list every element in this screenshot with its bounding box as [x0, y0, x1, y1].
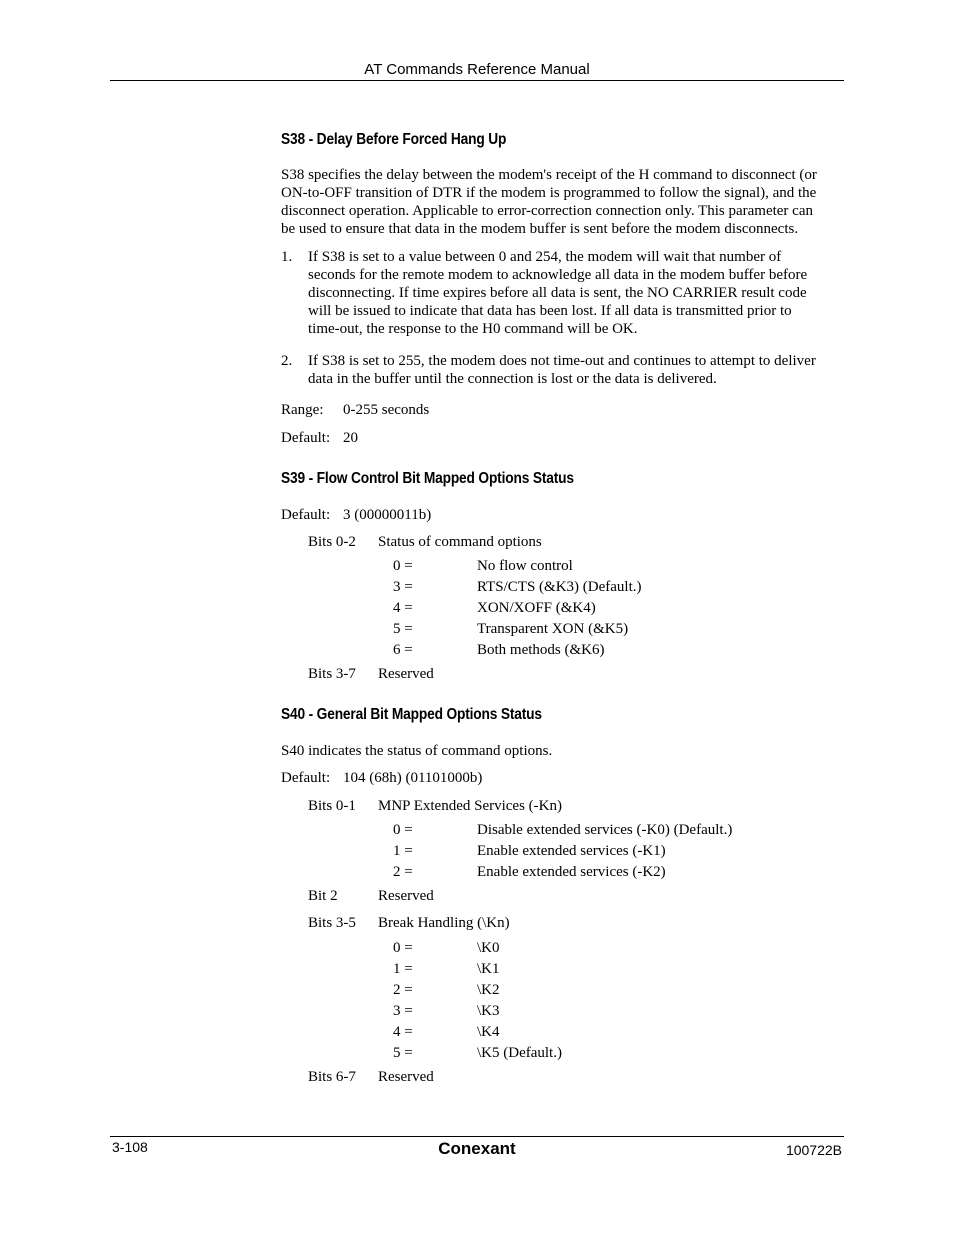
default-label: Default: [281, 507, 331, 523]
option-key: 0 = [393, 558, 413, 574]
range-value: 0-255 seconds [343, 402, 430, 418]
bits-description: Reserved [378, 888, 434, 904]
list-number: 2. [281, 353, 293, 369]
option-value: \K0 [477, 940, 500, 956]
list-item-line: will be issued to indicate that data has been lost. If all data is transmitted prior to [308, 303, 792, 319]
s40-intro: S40 indicates the status of command options. [281, 743, 553, 759]
bits-label: Bits 3-5 [308, 915, 356, 931]
option-value: \K1 [477, 961, 500, 977]
page-number: 3-108 [112, 1139, 148, 1155]
option-value: \K2 [477, 982, 500, 998]
bits-label: Bit 2 [308, 888, 338, 904]
bits-description: MNP Extended Services (-Kn) [378, 798, 562, 814]
bits-label: Bits 6-7 [308, 1069, 356, 1085]
option-key: 4 = [393, 1024, 413, 1040]
default-label: Default: [281, 430, 331, 446]
option-key: 3 = [393, 579, 413, 595]
s38-intro-line: ON-to-OFF transition of DTR if the modem is programmed to follow the signal), and the [281, 185, 817, 201]
option-key: 1 = [393, 843, 413, 859]
option-key: 3 = [393, 1003, 413, 1019]
bits-description: Reserved [378, 1069, 434, 1085]
bits-description: Break Handling (\Kn) [378, 915, 510, 931]
option-key: 1 = [393, 961, 413, 977]
section-heading-s39: S39 - Flow Control Bit Mapped Options Status [281, 470, 574, 487]
option-value: Enable extended services (-K2) [477, 864, 666, 880]
s38-list-item-1 [308, 248, 807, 338]
option-value: \K5 (Default.) [477, 1045, 562, 1061]
header-rule [110, 80, 844, 81]
option-value: No flow control [477, 558, 573, 574]
option-key: 0 = [393, 940, 413, 956]
option-key: 5 = [393, 1045, 413, 1061]
running-header: AT Commands Reference Manual [364, 61, 590, 78]
list-item-line: data in the buffer until the connection is lost or the data is delivered. [308, 371, 717, 387]
bits-label: Bits 0-1 [308, 798, 356, 814]
bits-label: Bits 3-7 [308, 666, 356, 682]
s38-intro-line: S38 specifies the delay between the modem's receipt of the H command to disconnect (or [281, 167, 817, 183]
option-value: RTS/CTS (&K3) (Default.) [477, 579, 642, 595]
option-value: \K4 [477, 1024, 500, 1040]
s38-list-item-2 [308, 352, 816, 388]
footer-company: Conexant [438, 1139, 516, 1158]
option-key: 2 = [393, 864, 413, 880]
option-key: 6 = [393, 642, 413, 658]
document-number: 100722B [785, 1142, 842, 1158]
bits-description: Reserved [378, 666, 434, 682]
option-value: Both methods (&K6) [477, 642, 605, 658]
option-key: 5 = [393, 621, 413, 637]
option-key: 2 = [393, 982, 413, 998]
section-heading-s40: S40 - General Bit Mapped Options Status [281, 706, 542, 723]
default-label: Default: [281, 770, 331, 786]
option-value: Disable extended services (-K0) (Default.) [477, 822, 733, 838]
default-value: 104 (68h) (01101000b) [343, 770, 483, 786]
list-item-line: time-out, the response to the H0 command will be OK. [308, 321, 638, 337]
list-item-line: seconds for the remote modem to acknowledge all data in the modem buffer before [308, 267, 808, 283]
option-value: Transparent XON (&K5) [477, 621, 629, 637]
section-heading-s38: S38 - Delay Before Forced Hang Up [281, 131, 507, 148]
list-item-line: disconnecting. If time expires before all data is sent, the NO CARRIER result code [308, 285, 807, 301]
s38-intro-line: disconnect operation. Applicable to error-correction connection only. This parameter can [281, 203, 813, 219]
list-item-line: If S38 is set to 255, the modem does not time-out and continues to attempt to deliver [308, 353, 816, 369]
option-value: XON/XOFF (&K4) [477, 600, 596, 616]
bits-description: Status of command options [378, 534, 542, 550]
bits-label: Bits 0-2 [308, 534, 356, 550]
default-value: 20 [343, 430, 358, 446]
option-key: 4 = [393, 600, 413, 616]
list-item-line: If S38 is set to a value between 0 and 254, the modem will wait that number of [308, 249, 782, 265]
s38-intro-line: be used to ensure that data in the modem buffer is sent before the modem disconnects. [281, 221, 799, 237]
range-label: Range: [281, 402, 324, 418]
footer-rule [110, 1136, 844, 1137]
option-value: Enable extended services (-K1) [477, 843, 666, 859]
s38-intro [281, 166, 817, 238]
option-key: 0 = [393, 822, 413, 838]
option-value: \K3 [477, 1003, 500, 1019]
list-number: 1. [281, 249, 293, 265]
default-value: 3 (00000011b) [343, 507, 432, 523]
